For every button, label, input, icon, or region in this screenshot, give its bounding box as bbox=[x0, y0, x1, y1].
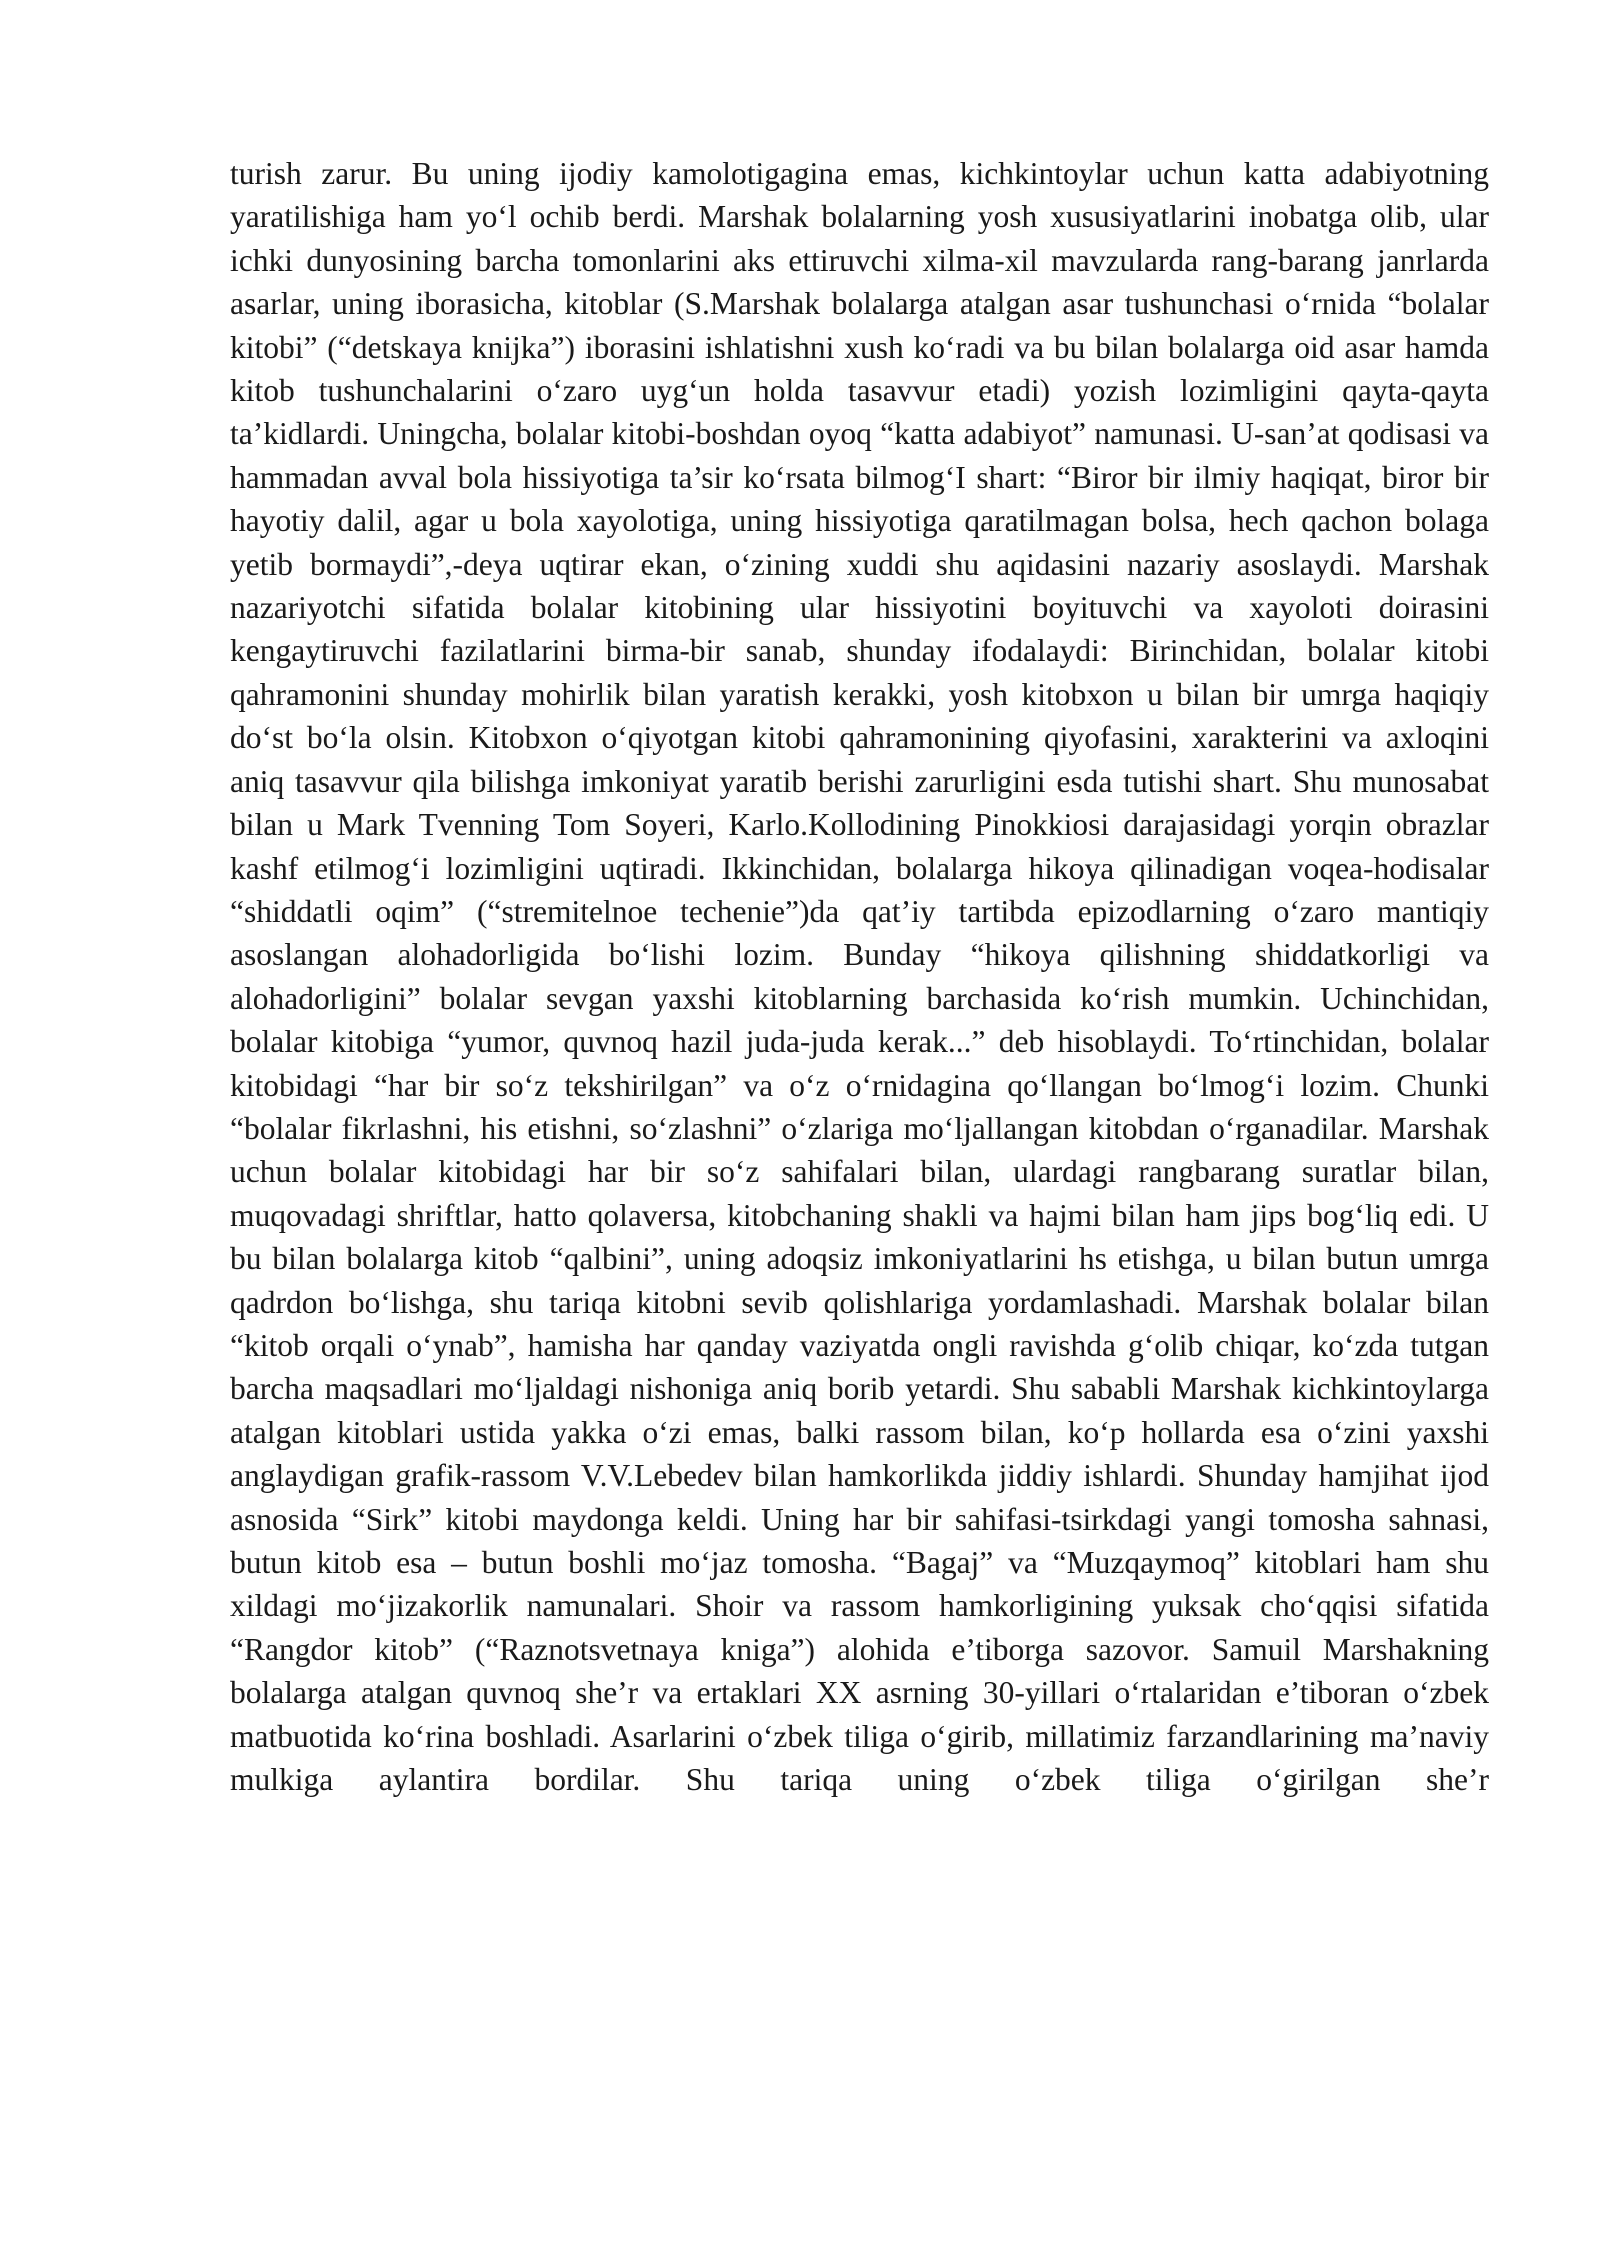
body-text bbox=[230, 152, 1489, 1801]
paragraph: turish zarur. Bu uning ijodiy kamolotigagina emas, kichkintoylar uchun katta adabiyotning yaratilishiga ham yo‘l ochib berdi. Marshak bolalarning yosh xususiyatlarini inobatga olib, ular ichki dunyosining barcha tomonlarini aks ettiruvchi xilma-xil mavzularda rang-barang janrlarda asarlar, uning iborasicha, kitoblar (S.Marshak bolalarga atalgan asar tushunchasi o‘rnida “bolalar kitobi” (“detskaya knijka”) iborasini ishlatishni xush ko‘radi va bu bilan bolalarga oid asar hamda kitob tushunchalarini o‘zaro uyg‘un holda tasavvur etadi) yozish lozimligini qayta-qayta ta’kidlardi. Uningcha, bolalar kitobi-boshdan oyoq “katta adabiyot” namunasi. U-san’at qodisasi va hammadan avval bola hissiyotiga ta’sir ko‘rsata bilmog‘I shart: “Biror bir ilmiy haqiqat, biror bir hayotiy dalil, agar u bola xayolotiga, uning hissiyotiga qaratilmagan bolsa, hech qachon bolaga yetib bormaydi”,-deya uqtirar ekan, o‘zining xuddi shu aqidasini nazariy asoslaydi. Marshak nazariyotchi sifatida bolalar kitobining ular hissiyotini boyituvchi va xayoloti doirasini kengaytiruvchi fazilatlarini birma-bir sanab, shunday ifodalaydi: Birinchidan, bolalar kitobi qahramonini shunday mohirlik bilan yaratish kerakki, yosh kitobxon u bilan bir umrga haqiqiy do‘st bo‘la olsin. Kitobxon o‘qiyotgan kitobi qahramonining qiyofasini, xarakterini va axloqini aniq tasavvur qila bilishga imkoniyat yaratib berishi zarurligini esda tutishi shart. Shu munosabat bilan u Mark Tvenning Tom Soyeri, Karlo.Kollodining Pinokkiosi darajasidagi yorqin obrazlar kashf etilmog‘i lozimligini uqtiradi. Ikkinchidan, bolalarga hikoya qilinadigan voqea-hodisalar “shiddatli oqim” (“stremitelnoe techenie”)da qat’iy tartibda epizodlarning o‘zaro mantiqiy asoslangan alohadorligida bo‘lishi lozim. Bunday “hikoya qilishning shiddatkorligi va alohadorligini” bolalar sevgan yaxshi kitoblarning barchasida ko‘rish mumkin. Uchinchidan, bolalar kitobiga “yumor, quvnoq hazil juda-juda kerak...” deb hisoblaydi. To‘rtinchidan, bolalar kitobidagi “har bir so‘z tekshirilgan” va o‘z o‘rnidagina qo‘llangan bo‘lmog‘i lozim. Chunki “bolalar fikrlashni, his etishni, so‘zlashni” o‘zlariga mo‘ljallangan kitobdan o‘rganadilar. Marshak uchun bolalar kitobidagi har bir so‘z sahifalari bilan, ulardagi rangbarang suratlar bilan, muqovadagi shriftlar, hatto qolaversa, kitobchaning shakli va hajmi bilan ham jips bog‘liq edi. U bu bilan bolalarga kitob “qalbini”, uning adoqsiz imkoniyatlarini hs etishga, u bilan butun umrga qadrdon bo‘lishga, shu tariqa kitobni sevib qolishlariga yordamlashadi. Marshak bolalar bilan “kitob orqali o‘ynab”, hamisha har qanday vaziyatda ongli ravishda g‘olib chiqar, ko‘zda tutgan barcha maqsadlari mo‘ljaldagi nishoniga aniq borib yetardi. Shu sababli Marshak kichkintoylarga atalgan kitoblari ustida yakka o‘zi emas, balki rassom bilan, ko‘p hollarda esa o‘zini yaxshi anglaydigan grafik-rassom V.V.Lebedev bilan hamkorlikda jiddiy ishlardi. Shunday hamjihat ijod asnosida “Sirk” kitobi maydonga keldi. Uning har bir sahifasi-tsirkdagi yangi tomosha sahnasi, butun kitob esa – butun boshli mo‘jaz tomosha. “Bagaj” va “Muzqaymoq” kitoblari ham shu xildagi mo‘jizakorlik namunalari. Shoir va rassom hamkorligining yuksak cho‘qqisi sifatida “Rangdor kitob” (“Raznotsvetnaya kniga”) alohida e’tiborga sazovor. Samuil Marshakning bolalarga atalgan quvnoq she’r va ertaklari XX asrning 30-yillari o‘rtalaridan e’tiboran o‘zbek matbuotida ko‘rina boshladi. Asarlarini o‘zbek tiliga o‘girib, millatimiz farzandlarining ma’naviy mulkiga aylantira bordilar. Shu tariqa uning o‘zbek tiliga o‘girilgan she’r bbox=[230, 156, 1489, 1798]
